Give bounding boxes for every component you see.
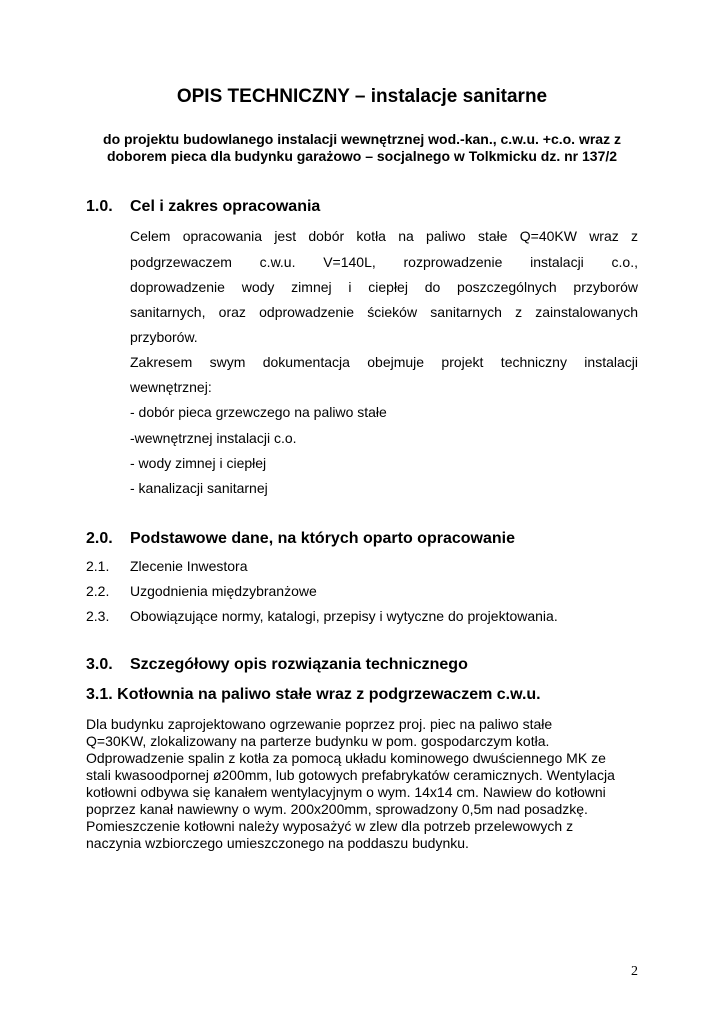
section-1-list-item: - dobór pieca grzewczego na paliwo stałe — [130, 404, 387, 420]
paragraph-line: kotłowni odbywa się kanałem wentylacyjnym o wym. 14x14 cm. Nawiew do kotłowni — [86, 784, 606, 800]
paragraph-line: stali kwasoodpornej ø200mm, lub gotowych prefabrykatów ceramicznych. Wentylacja — [86, 767, 615, 783]
paragraph-line: naczynia wzbiorczego umieszczonego na poddaszu budynku. — [86, 835, 469, 851]
subtitle-line: do projektu budowlanego instalacji wewnętrznej wod.-kan., c.w.u. +c.o. wraz z — [103, 131, 621, 147]
section-3-1-paragraph — [86, 716, 646, 852]
section-2-item — [86, 608, 558, 624]
section-1-line: podgrzewaczem c.w.u. V=140L, rozprowadzenie instalacji c.o., — [130, 254, 638, 270]
section-1-list-item: - kanalizacji sanitarnej — [130, 480, 268, 496]
section-3-title: Szczegółowy opis rozwiązania technicznego — [130, 656, 468, 673]
section-2-title: Podstawowe dane, na których oparto opracowanie — [130, 530, 515, 547]
section-1-line: doprowadzenie wody zimnej i ciepłej do poszczególnych przyborów — [130, 279, 638, 295]
section-1-line: przyborów. — [130, 329, 198, 345]
item-number: 2.2. — [86, 583, 110, 599]
item-text: Uzgodnienia międzybranżowe — [130, 583, 317, 599]
section-1-title: Cel i zakres opracowania — [130, 198, 321, 215]
section-1-line: Zakresem swym dokumentacja obejmuje projekt techniczny instalacji — [130, 354, 638, 370]
paragraph-line: Q=30KW, zlokalizowany na parterze budynku w pom. gospodarczym kotła. — [86, 733, 550, 749]
subtitle-line: doborem pieca dla budynku garażowo – socjalnego w Tolkmicku dz. nr 137/2 — [106, 148, 618, 164]
document-title: OPIS TECHNICZNY – instalacje sanitarne — [176, 86, 548, 107]
paragraph-line: Pomieszczenie kotłowni należy wyposażyć w zlew dla potrzeb przelewowych z — [86, 818, 574, 834]
section-2-heading — [86, 530, 515, 548]
item-number: 2.3. — [86, 608, 110, 624]
item-text: Obowiązujące normy, katalogi, przepisy i wytyczne do projektowania. — [130, 608, 558, 624]
item-number: 2.1. — [86, 558, 110, 574]
item-text: Zlecenie Inwestora — [130, 558, 248, 574]
paragraph-line: Odprowadzenie spalin z kotła za pomocą układu kominowego dwuściennego MK ze — [86, 750, 606, 766]
section-3-heading — [86, 656, 468, 674]
section-1-line: wewnętrznej: — [130, 379, 212, 395]
document-subtitle — [60, 131, 664, 165]
section-2-item — [86, 558, 248, 574]
section-1-line: sanitarnych, oraz odprowadzenie ścieków sanitarnych z zainstalowanych — [130, 304, 638, 320]
section-1-heading — [86, 198, 320, 216]
section-1-list-item: - wody zimnej i ciepłej — [130, 455, 267, 471]
section-2-number: 2.0. — [86, 530, 113, 547]
section-3-1-heading: 3.1. Kotłownia na paliwo stałe wraz z podgrzewaczem c.w.u. — [86, 686, 541, 703]
section-3-number: 3.0. — [86, 656, 113, 673]
paragraph-line: Dla budynku zaprojektowano ogrzewanie poprzez proj. piec na paliwo stałe — [86, 716, 553, 732]
section-1-number: 1.0. — [86, 198, 113, 215]
section-2-item — [86, 583, 317, 599]
section-1-line: Celem opracowania jest dobór kotła na paliwo stałe Q=40KW wraz z — [130, 228, 638, 244]
paragraph-line: poprzez kanał nawiewny o wym. 200x200mm, sprowadzony 0,5m nad posadzkę. — [86, 801, 588, 817]
section-1-list-item: -wewnętrznej instalacji c.o. — [130, 430, 297, 446]
page-number: 2 — [631, 964, 638, 979]
